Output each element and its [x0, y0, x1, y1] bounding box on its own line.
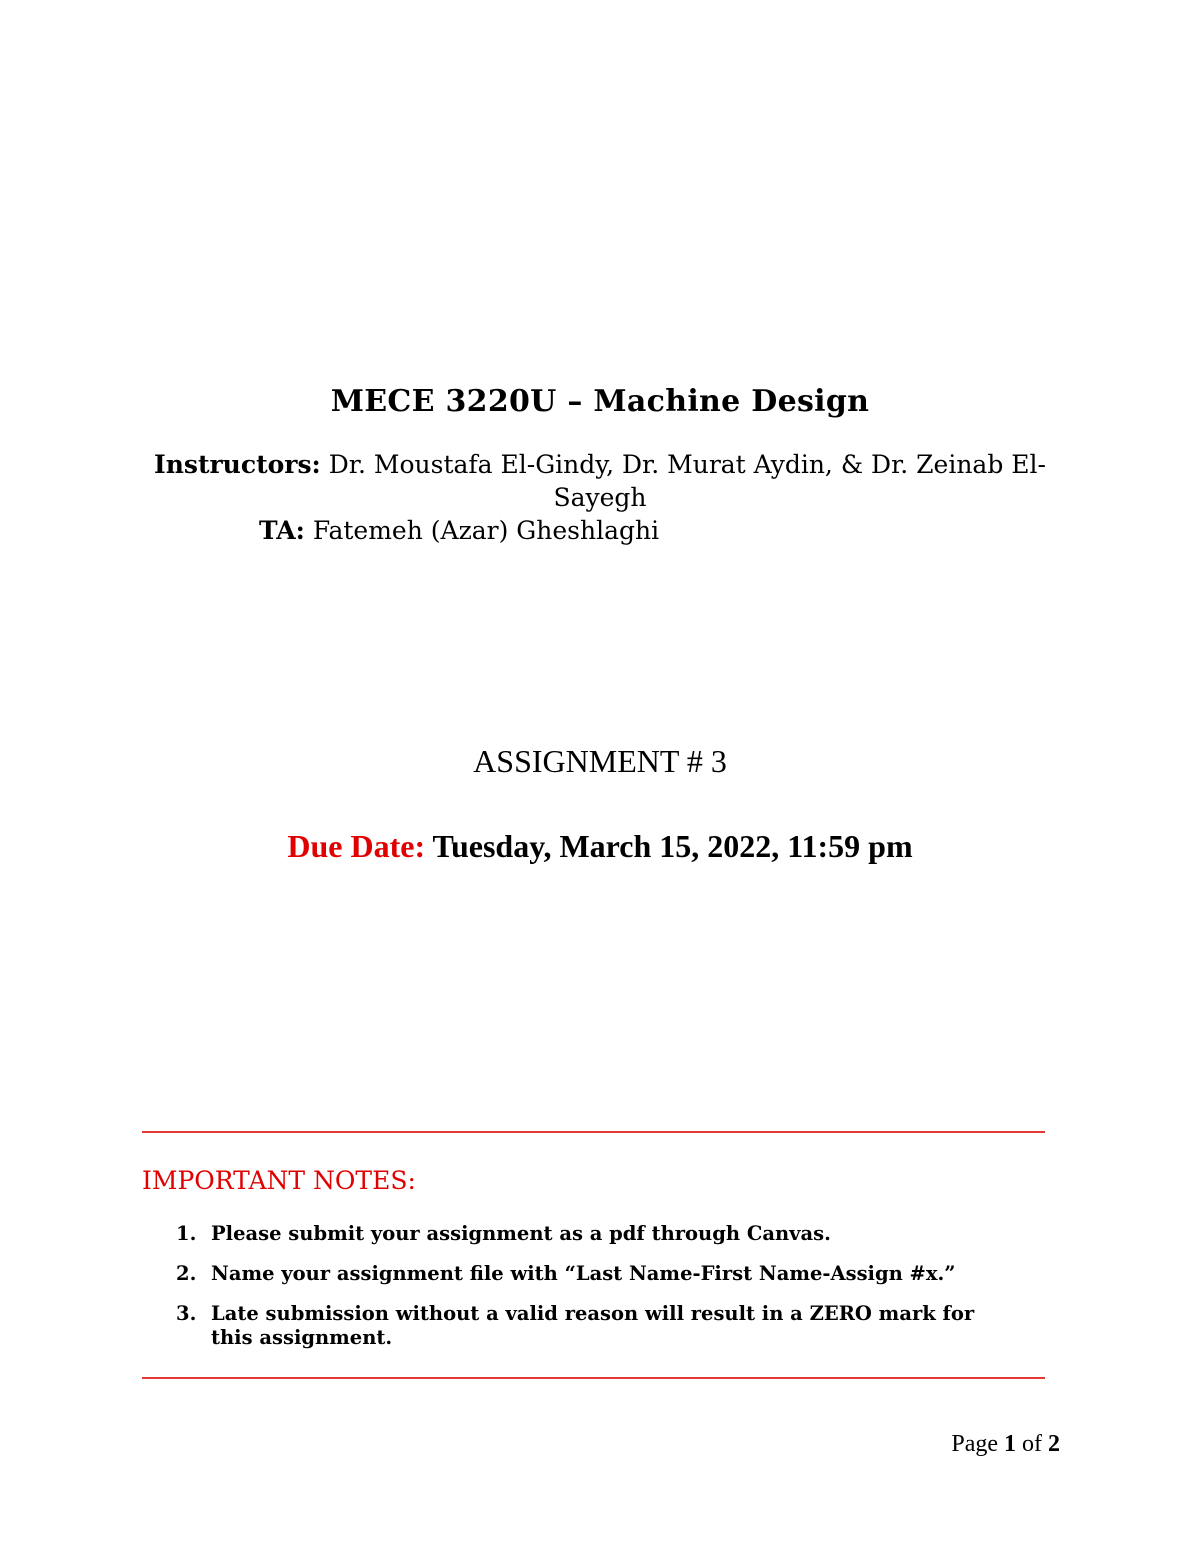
- list-item-text: Name your assignment file with “Last Name-First Name-Assign #x.”: [211, 1262, 956, 1285]
- list-item: [142, 1222, 1002, 1246]
- list-item-number: 2.: [176, 1262, 197, 1285]
- ta-label: TA:: [259, 516, 305, 545]
- list-item-text: Please submit your assignment as a pdf through Canvas.: [211, 1222, 831, 1245]
- notes-list: [142, 1222, 1002, 1366]
- instructors-names: Dr. Moustafa El-Gindy, Dr. Murat Aydin, & Dr. Zeinab El-Sayegh: [328, 450, 1046, 512]
- due-date-line: [0, 828, 1200, 865]
- due-date-label: Due Date:: [287, 828, 426, 864]
- page-total: 2: [1048, 1431, 1060, 1457]
- due-date-value: Tuesday, March 15, 2022, 11:59 pm: [432, 828, 913, 864]
- list-item: [142, 1302, 1002, 1350]
- ta-name: Fatemeh (Azar) Gheshlaghi: [312, 516, 660, 545]
- page-current: 1: [1004, 1431, 1016, 1457]
- assignment-title: ASSIGNMENT # 3: [473, 743, 727, 779]
- list-item-number: 3.: [176, 1302, 197, 1325]
- bottom-divider: [142, 1377, 1045, 1379]
- instructors-line: [150, 448, 1050, 514]
- instructors-label: Instructors:: [154, 450, 321, 479]
- list-item: [142, 1262, 1002, 1286]
- notes-heading: IMPORTANT NOTES:: [142, 1166, 416, 1195]
- page-word: Page: [951, 1431, 998, 1457]
- list-item-number: 1.: [176, 1222, 197, 1245]
- course-title: MECE 3220U – Machine Design: [330, 384, 870, 419]
- of-word: of: [1022, 1431, 1042, 1457]
- top-divider: [142, 1131, 1045, 1133]
- ta-line: [259, 514, 659, 547]
- page-number: [951, 1431, 1060, 1458]
- list-item-text: Late submission without a valid reason will result in a ZERO mark for this assignment.: [211, 1302, 975, 1349]
